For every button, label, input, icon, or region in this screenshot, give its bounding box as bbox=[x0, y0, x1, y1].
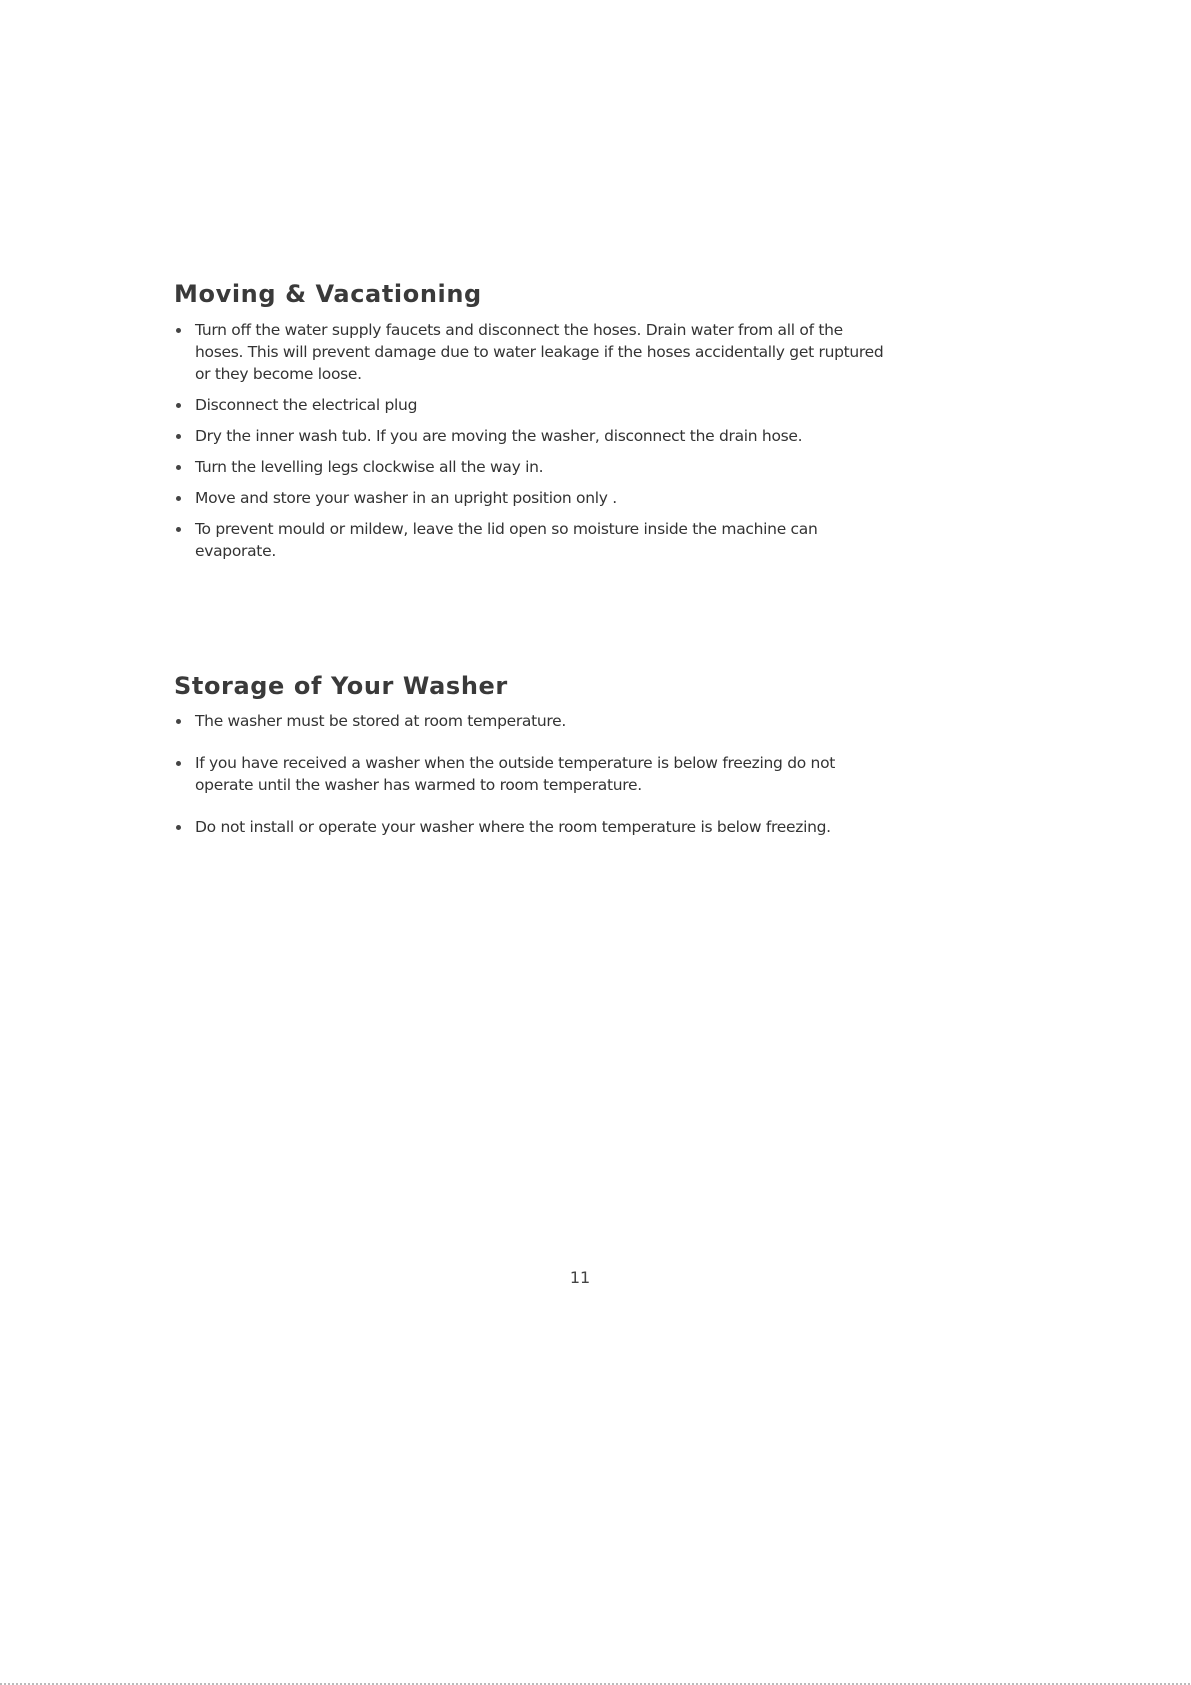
moving-vacationing-section bbox=[174, 280, 894, 571]
list-item bbox=[174, 816, 894, 838]
list-item bbox=[174, 752, 894, 796]
list-item bbox=[174, 456, 894, 478]
list-item-text: Disconnect the electrical plug bbox=[195, 396, 418, 414]
bullet-icon bbox=[176, 434, 181, 439]
bullet-list bbox=[174, 710, 894, 838]
bullet-list bbox=[174, 319, 894, 562]
list-item bbox=[174, 487, 894, 509]
section-title: Moving & Vacationing bbox=[174, 280, 482, 308]
page-number: 11 bbox=[569, 1268, 591, 1287]
list-item-text: If you have received a washer when the outside temperature is below freezing do not operate until the washer has warmed to room temperature. bbox=[195, 754, 836, 794]
list-item-text: To prevent mould or mildew, leave the lid open so moisture inside the machine can evaporate. bbox=[195, 520, 818, 560]
list-item-text: Dry the inner wash tub. If you are moving the washer, disconnect the drain hose. bbox=[195, 427, 803, 445]
list-item bbox=[174, 425, 894, 447]
list-item-text: Turn the levelling legs clockwise all the way in. bbox=[195, 458, 544, 476]
bullet-icon bbox=[176, 496, 181, 501]
bullet-icon bbox=[176, 761, 181, 766]
list-item-text: Do not install or operate your washer where the room temperature is below freezing. bbox=[195, 818, 831, 836]
list-item-text: The washer must be stored at room temperature. bbox=[195, 712, 567, 730]
list-item bbox=[174, 710, 894, 732]
bullet-icon bbox=[176, 825, 181, 830]
list-item bbox=[174, 319, 894, 385]
list-item-text: Move and store your washer in an upright position only . bbox=[195, 489, 617, 507]
list-item bbox=[174, 394, 894, 416]
bullet-icon bbox=[176, 719, 181, 724]
section-title: Storage of Your Washer bbox=[174, 672, 508, 700]
list-item bbox=[174, 518, 894, 562]
storage-section bbox=[174, 672, 894, 858]
bullet-icon bbox=[176, 403, 181, 408]
bullet-icon bbox=[176, 465, 181, 470]
bullet-icon bbox=[176, 527, 181, 532]
list-item-text: Turn off the water supply faucets and disconnect the hoses. Drain water from all of the hoses. This will prevent damage due to water leakage if the hoses accidentally get ruptured or they become loose. bbox=[195, 321, 884, 383]
bullet-icon bbox=[176, 328, 181, 333]
